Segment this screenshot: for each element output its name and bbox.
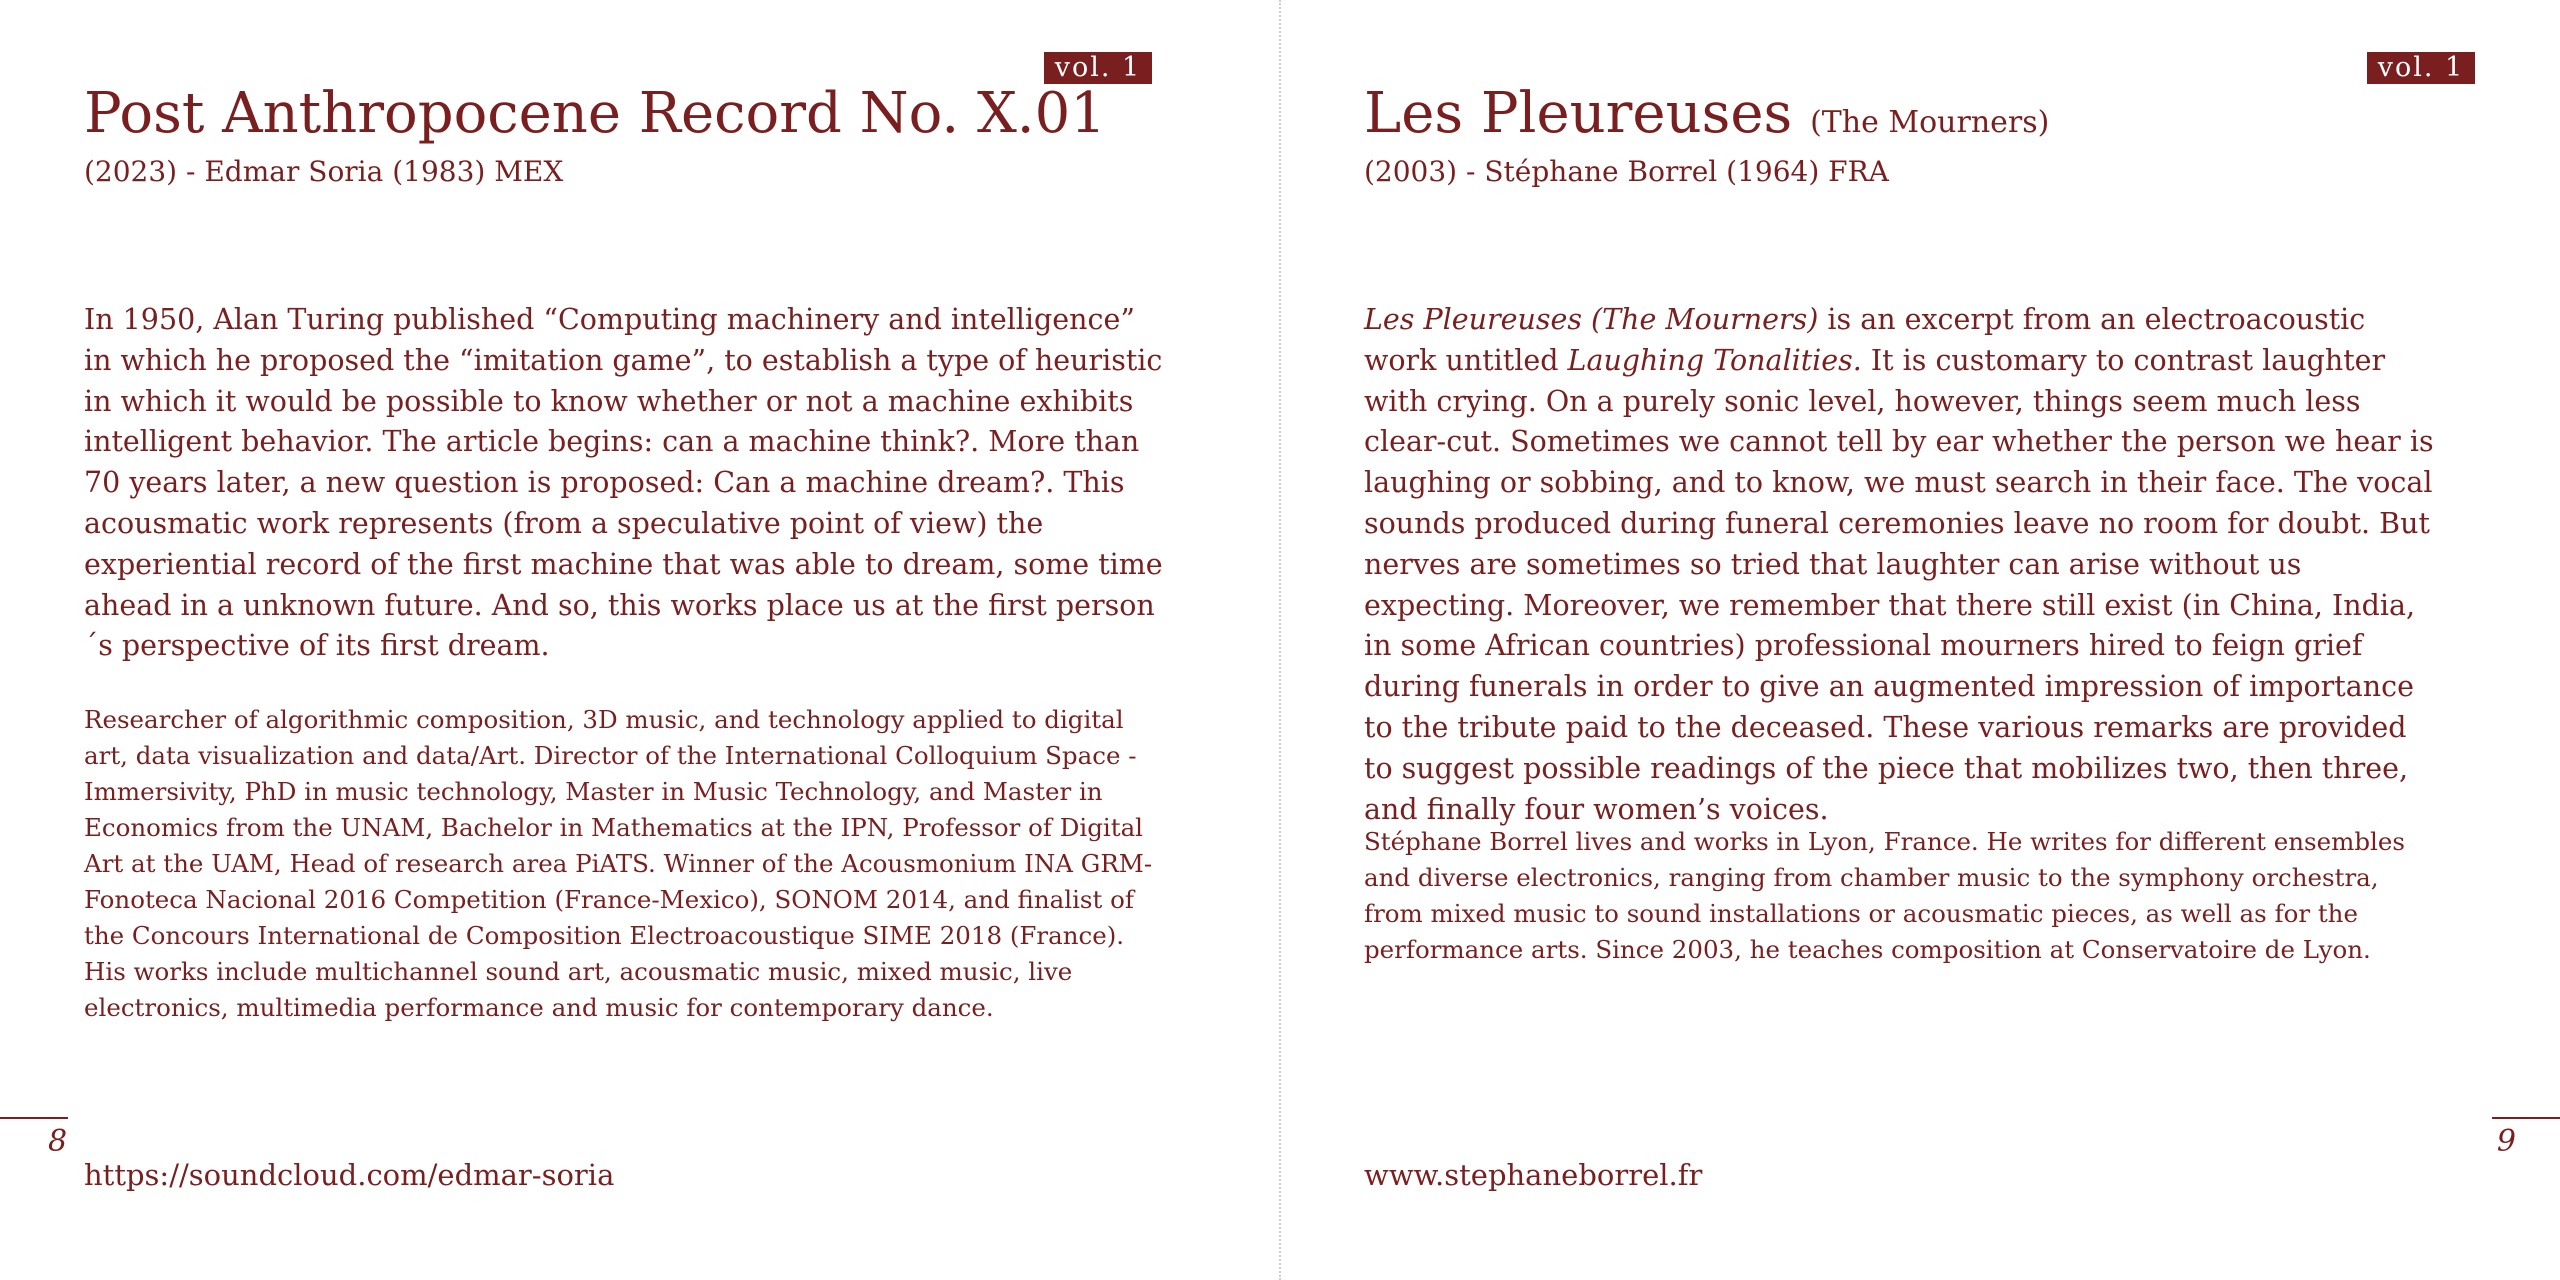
piece-meta: (2003) - Stéphane Borrel (1964) FRA <box>1364 155 1889 188</box>
piece-title-subtitle: (The Mourners) <box>1810 105 2050 140</box>
page-number: 8 <box>48 1124 68 1159</box>
description-body: It is customary to contrast laughter with crying. On a purely sonic level, however, things seem much less clear-cut. Sometimes we cannot tell by ear whether the person we hear is laughing or sobbing, and to know, we must search in their face. The vocal sounds produced during funeral ceremonies leave no room for doubt. But nerves are sometimes so tried that laughter can arise without us expecting. Moreover, we remember that there still exist (in China, India, in some African countries) professional mourners hired to feign grief during funerals in order to give an augmented impression of importance to the tribute paid to the deceased. These various remarks are provided to suggest possible readings of the piece that mobilizes two, then three, and finally four women’s voices. <box>1364 343 2434 826</box>
description-intro: is an excerpt from an electroacoustic work untitled <box>1364 303 2366 377</box>
piece-meta: (2023) - Edmar Soria (1983) MEX <box>84 155 564 188</box>
piece-description: In 1950, Alan Turing published “Computing machinery and intelligence” in which he proposed the “imitation game”, to establish a type of heuristic in which it would be possible to know whether or not a machine exhibits intelligent behavior. The article begins: can a machine think?. More than 70 years later, a new question is proposed: Can a machine dream?. This acousmatic work represents (from a speculative point of view) the experiential record of the first machine that was able to dream, some time ahead in a unknown future. And so, this works place us at the first person´s perspective of its first dream. <box>84 303 1163 663</box>
right-page <box>1280 0 2560 1280</box>
piece-title <box>1364 82 2049 146</box>
volume-badge: vol. 1 <box>2367 52 2475 84</box>
composer-bio: Stéphane Borrel lives and works in Lyon, France. He writes for different ensembles and diverse electronics, ranging from chamber music to the symphony orchestra, from mixed music to sound installations or acousmatic pieces, as well as for the performance arts. Since 2003, he teaches composition at Conservatoire de Lyon. <box>1364 827 2405 964</box>
composer-bio: Researcher of algorithmic composition, 3D music, and technology applied to digital art, data visualization and data/Art. Director of the International Colloquium Space - Immersivity, PhD in music technology, Master in Music Technology, and Master in Economics from the UNAM, Bachelor in Mathematics at the IPN, Professor of Digital Art at the UAM, Head of research area PiATS. Winner of the Acousmonium INA GRM-Fonoteca Nacional 2016 Competition (France-Mexico), SONOM 2014, and finalist of the Concours International de Composition Electroacoustique SIME 2018 (France). His works include multichannel sound art, acousmatic music, mixed music, live electronics, multimedia performance and music for contemporary dance. <box>84 705 1153 1022</box>
piece-description <box>1364 300 2444 830</box>
page-number: 9 <box>2496 1124 2516 1159</box>
description-work-italic: Laughing Tonalities. <box>1567 343 1862 377</box>
piece-title-main: Les Pleureuses <box>1364 81 1793 146</box>
composer-link[interactable]: www.stephaneborrel.fr <box>1364 1158 1703 1192</box>
volume-badge: vol. 1 <box>1044 52 1152 84</box>
page-number-rule <box>2492 1117 2560 1119</box>
composer-link[interactable]: https://soundcloud.com/edmar-soria <box>84 1158 615 1192</box>
description-title-italic: Les Pleureuses (The Mourners) <box>1364 303 1819 336</box>
piece-title: Post Anthropocene Record No. X.01 <box>84 81 1106 146</box>
page-number-rule <box>0 1117 68 1119</box>
